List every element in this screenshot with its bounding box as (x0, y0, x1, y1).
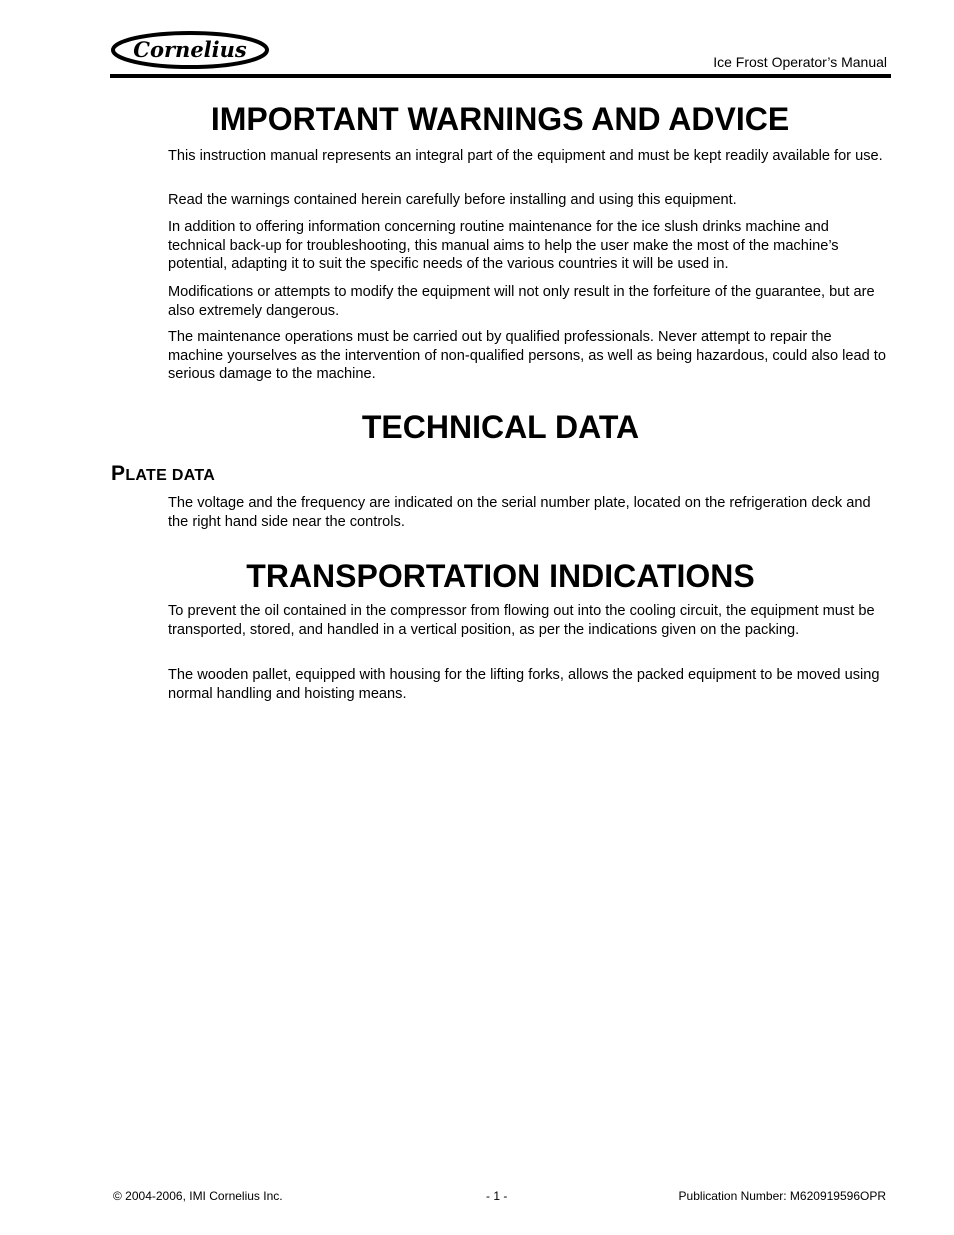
warnings-heading: IMPORTANT WARNINGS AND ADVICE (210, 101, 790, 137)
transportation-heading: TRANSPORTATION INDICATIONS (246, 558, 755, 594)
technical-data-heading: TECHNICAL DATA (361, 409, 640, 445)
warnings-paragraph-4: Modifications or attempts to modify the equipment will not only result in the forfeiture of the guarantee, but are also extremely dangerous. (168, 284, 875, 319)
warnings-paragraph-1: This instruction manual represents an integral part of the equipment and must be kept readily available for use. (168, 148, 883, 164)
plate-data-paragraph: The voltage and the frequency are indicated on the serial number plate, located on the refrigeration deck and the right hand side near the controls. (168, 495, 871, 530)
warnings-paragraph-2: Read the warnings contained herein carefully before installing and using this equipment. (168, 192, 737, 208)
page-header (110, 28, 891, 78)
warnings-paragraph-3: In addition to offering information concerning routine maintenance for the ice slush drinks machine and technical back-up for troubleshooting, this manual aims to help the user make the most of the machine’s potential, adapting it to suit the specific needs of the various countries it will be used in. (168, 219, 839, 273)
manual-title: Ice Frost Operator’s Manual (713, 54, 887, 70)
footer-copyright: © 2004-2006, IMI Cornelius Inc. (113, 1189, 283, 1203)
transport-paragraph-1: To prevent the oil contained in the compressor from flowing out into the cooling circuit, the equipment must be transported, stored, and handled in a vertical position, as per the indications given on the packing. (168, 603, 875, 638)
transport-paragraph-2: The wooden pallet, equipped with housing for the lifting forks, allows the packed equipment to be moved using normal handling and hoisting means. (168, 667, 880, 702)
footer-publication-number: Publication Number: M620919596OPR (678, 1189, 886, 1203)
warnings-paragraph-5: The maintenance operations must be carried out by qualified professionals. Never attempt to repair the machine yourselves as the intervention of non-qualified persons, as well as being hazardous, could also lead to serious damage to the machine. (168, 329, 886, 383)
plate-data-subheading: PLATE DATA (111, 462, 216, 485)
svg-text:Cornelius: Cornelius (133, 37, 247, 62)
footer-page-number: - 1 - (486, 1189, 508, 1203)
cornelius-logo (110, 30, 270, 70)
